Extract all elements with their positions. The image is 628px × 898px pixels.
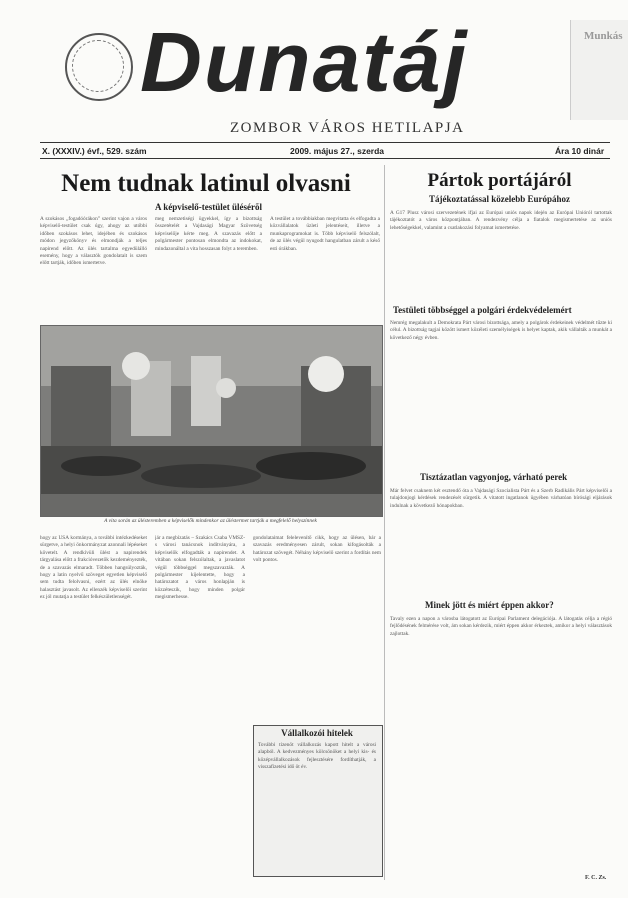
left-col2-bottom: jár a megbízatás – Szakács Csaba VMSZ-s városi tanácsnok indítványára, a képviselők elfogadták a napirendet. A vitában sokan felszólaltak, a javaslatot végül többséggel megszavazták. A polgármester kijelentette, hogy a határozatot a város honlapján is közzéteszik, hogy minden polgár megismerhesse. — [155, 535, 245, 601]
photo-caption: A vita során az ülésteremben a képviselők mindenkor az üléstermet tartják a megfelelő helyszínnek — [104, 518, 317, 524]
issue-volume: X. (XXXIV.) évf., 529. szám — [42, 146, 147, 156]
masthead-rule-top — [40, 142, 610, 143]
seal-inner-ring — [72, 40, 124, 92]
right-subhead-3: Tisztázatlan vagyonjog, várható perek — [420, 472, 568, 482]
left-col3-bottom: gondolataimat felelevenítő cikk, hogy az ülésen, bár a szavazás eredményesen zárult, sokan kifogásolták a határozat szövegét. Néhány képviselő szerint a fordítás nem volt pontos. — [253, 535, 381, 564]
right-intro: A G17 Plusz városi szervezetének ifjai az Európai uniós napok idején az Európai Unióról tartottak tájékoztatót a város központjában. A rendezvény célja a fiatalok megismertetése az uniós lehetőségekkel, valamint a csatlakozási folyamat ismertetése. — [390, 210, 612, 231]
ad-text: Munkás — [584, 30, 623, 42]
newspaper-subtitle: ZOMBOR VÁROS HETILAPJA — [230, 120, 465, 136]
left-col2-top: meg nemzetiségi ügyekkel, így a bizottság összetételét a Vajdasági Magyar Szövetség képviselője kérte meg. A szavazás előtt a polgármester pontosan elmondta az indokokat, mindazonáltal a vita hosszasan folyt a teremben. — [155, 216, 262, 252]
newspaper-title: Dunatáj — [140, 15, 469, 109]
left-col1-bottom: hogy az USA kormánya, a további intézkedéseket sürgetve, a helyi önkormányzat azonnali lépéseket követelt. A rendkívüli ülést a napirendek tárgyalása előtt a frakcióvezetők kezdeményezték, de a szavazás elmaradt. Többen hangsúlyozták, hogy a latin nyelvű szöveget egyetlen képviselő sem tudta felolvasni, ezért az ülés elnöke halasztást javasolt. Az ellenzék képviselői szerint ez jól mutatja a testület felkészületlenségét. — [40, 535, 147, 601]
council-session-photo — [40, 325, 383, 517]
subhead-right: Tájékoztatással közelebb Európához — [428, 194, 570, 204]
subhead-left: A képviselő-testület ülésérõl — [155, 202, 262, 212]
box-text: További tizenöt vállalkozás kapott hitelt a városi alapból. A kedvezményes kölcsönöket a helyi kis- és középvállalkozások fejlesztésére fordíthatják, a visszafizetési idő öt év. — [258, 742, 376, 771]
box-title: Vállalkozói hitelek — [281, 728, 353, 738]
issue-price: Ára 10 dinár — [555, 146, 605, 156]
right-text-4: Tavaly ezen a napon a városba látogatott az Európai Parlament delegációja. A látogatás célja a régió fejlődésének felmérése volt, ám sokan kérdezik, miért éppen akkor érkeztek, amikor a helyi választások zajlottak. — [390, 616, 612, 637]
column-divider — [384, 165, 385, 880]
left-col3-top: A testület a továbbiakban megvitatta és elfogadta a közvállalatok üzleti jelentéseit, illetve a munkaprogramokat is. Több képviselő felszólalt, de az ülés végül nyugodt hangulatban zárult a késő esti órákban. — [270, 216, 380, 252]
right-text-3: Már felvet csaknem két esztendő óta a Vajdasági Szocialista Párt és a Szerb Radikális Párt képviselői a tulajdonjogi kérdések rendezését sürgetik. A vitatott ingatlanok ügyében várhatóan bírósági eljárások indulnak a következő hónapokban. — [390, 488, 612, 509]
masthead-rule-bottom — [40, 158, 610, 159]
signature: F. C. Zs. — [585, 875, 607, 881]
headline-left: Nem tudnak latinul olvasni — [61, 170, 351, 197]
right-text-2: Nemrég megalakult a Demokrata Párt városi bizottsága, amely a polgárok érdekeinek védelmét tűzte ki célul. A bizottság tagjai között ismert közéleti személyiségek is helyet kaptak, akik vállalták a munkát a következő négy évben. — [390, 320, 612, 341]
left-col1-top: A szokásos „fogadóórákon” szerint vajon a város képviselő-testület csak úgy, ahogy az utóbbi időben szokásos lehet, idejében és szokásos módon jegyzőkönyv és elmondják a teljes napirend előtt. Az ülés tartalma egyedülálló esemény, hogy a választók gondolatait is szem előtt tartják, időben ismertetve. — [40, 216, 147, 267]
headline-right: Pártok portájáról — [427, 170, 572, 191]
issue-date: 2009. május 27., szerda — [290, 146, 385, 156]
right-subhead-4: Minek jött és miért éppen akkor? — [425, 600, 554, 610]
right-subhead-2: Testületi többséggel a polgári érdekvédelemért — [393, 305, 572, 315]
